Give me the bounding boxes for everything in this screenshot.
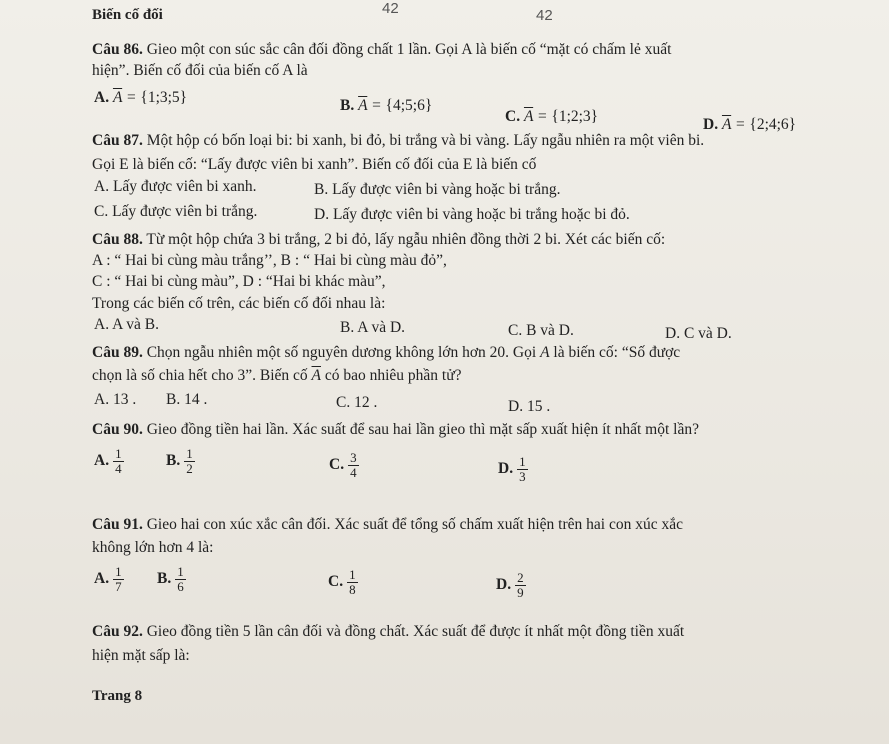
question-89-line2: chọn là số chia hết cho 3”. Biến cố $\overline{A}$ có bao nhiêu phần tử? [92, 367, 462, 384]
q89-option-d: D. 15 . [508, 398, 551, 415]
q90-option-b: B. $\frac{1}{2}$ [166, 446, 193, 476]
page-number-faint: 42 [382, 0, 399, 17]
q90-option-a: A. $\frac{1}{4}$ [94, 446, 122, 476]
question-91-line1: Câu 91. Gieo hai con xúc xắc cân đối. Xác suất để tổng số chấm xuất hiện trên hai con xúc xắc [92, 516, 683, 533]
q88-option-b: B. A và D. [340, 319, 406, 336]
question-88-label: Câu 88. [92, 231, 143, 248]
q89-option-b: B. 14 . [166, 391, 208, 408]
q87-option-b: B. Lấy được viên bi vàng hoặc bi trắng. [314, 181, 561, 198]
q88-option-a: A. A và B. [94, 316, 160, 333]
question-88-line3: C : “ Hai bi cùng màu”, D : “Hai bi khác màu”, [92, 273, 386, 290]
page-number: 42 [536, 7, 553, 24]
question-87-line1: Câu 87. Một hộp có bốn loại bi: bi xanh, bi đỏ, bi trắng và bi vàng. Lấy ngẫu nhiên ra một viên bi. [92, 132, 705, 149]
question-89-label: Câu 89. [92, 344, 143, 361]
q91-option-d: D. $\frac{2}{9}$ [496, 570, 524, 600]
question-92-label: Câu 92. [92, 623, 143, 640]
question-87-line2: Gọi E là biến cố: “Lấy được viên bi xanh”. Biến cố đối của E là biến cố [92, 156, 537, 173]
q86-option-d: D. $\overline{A}$ = {2;4;6} [703, 116, 797, 133]
question-91-line2: không lớn hơn 4 là: [92, 539, 214, 556]
page-footer: Trang 8 [92, 688, 143, 704]
question-88-line4: Trong các biến cố trên, các biến cố đối nhau là: [92, 295, 386, 312]
q90-option-c: C. $\frac{3}{4}$ [329, 450, 357, 480]
q90-option-d: D. $\frac{1}{3}$ [498, 454, 526, 484]
question-92-line2: hiện mặt sấp là: [92, 647, 190, 664]
q91-option-a: A. $\frac{1}{7}$ [94, 564, 122, 594]
question-91-label: Câu 91. [92, 516, 143, 533]
question-90-line1: Câu 90. Gieo đồng tiền hai lần. Xác suất để sau hai lần gieo thì mặt sấp xuất hiện ít nhất một lần? [92, 421, 699, 438]
q88-option-c: C. B và D. [508, 322, 574, 339]
q88-option-d: D. C và D. [665, 325, 732, 342]
q89-option-c: C. 12 . [336, 394, 378, 411]
q87-option-a: A. Lấy được viên bi xanh. [94, 178, 257, 195]
question-88-line2: A : “ Hai bi cùng màu trắng’’, B : “ Hai bi cùng màu đỏ”, [92, 252, 447, 269]
question-86-line2: hiện”. Biến cố đối của biến cố A là [92, 62, 308, 79]
q91-option-b: B. $\frac{1}{6}$ [157, 564, 184, 594]
q87-option-d: D. Lấy được viên bi vàng hoặc bi trắng hoặc bi đỏ. [314, 206, 630, 223]
q86-option-c: C. $\overline{A}$ = {1;2;3} [505, 108, 599, 125]
question-90-label: Câu 90. [92, 421, 143, 438]
question-86-line1: Câu 86. Gieo một con súc sắc cân đối đồng chất 1 lần. Gọi A là biến cố “mặt có chấm lẻ xuất [92, 41, 672, 58]
question-86-label: Câu 86. [92, 41, 143, 58]
question-87-label: Câu 87. [92, 132, 143, 149]
question-92-line1: Câu 92. Gieo đồng tiền 5 lần cân đối và đồng chất. Xác suất để được ít nhất một đồng tiền xuất [92, 623, 685, 640]
section-title: Biến cố đối [92, 7, 163, 23]
q86-option-b: B. $\overline{A}$ = {4;5;6} [340, 97, 433, 114]
q89-option-a: A. 13 . [94, 391, 137, 408]
question-89-line1: Câu 89. Chọn ngẫu nhiên một số nguyên dương không lớn hơn 20. Gọi A là biến cố: “Số được [92, 344, 681, 361]
question-88-line1: Câu 88. Từ một hộp chứa 3 bi trắng, 2 bi đỏ, lấy ngẫu nhiên đồng thời 2 bi. Xét các biến cố: [92, 231, 666, 248]
q86-option-a: A. $\overline{A}$ = {1;3;5} [94, 89, 188, 106]
q87-option-c: C. Lấy được viên bi trắng. [94, 203, 258, 220]
q91-option-c: C. $\frac{1}{8}$ [328, 567, 356, 597]
